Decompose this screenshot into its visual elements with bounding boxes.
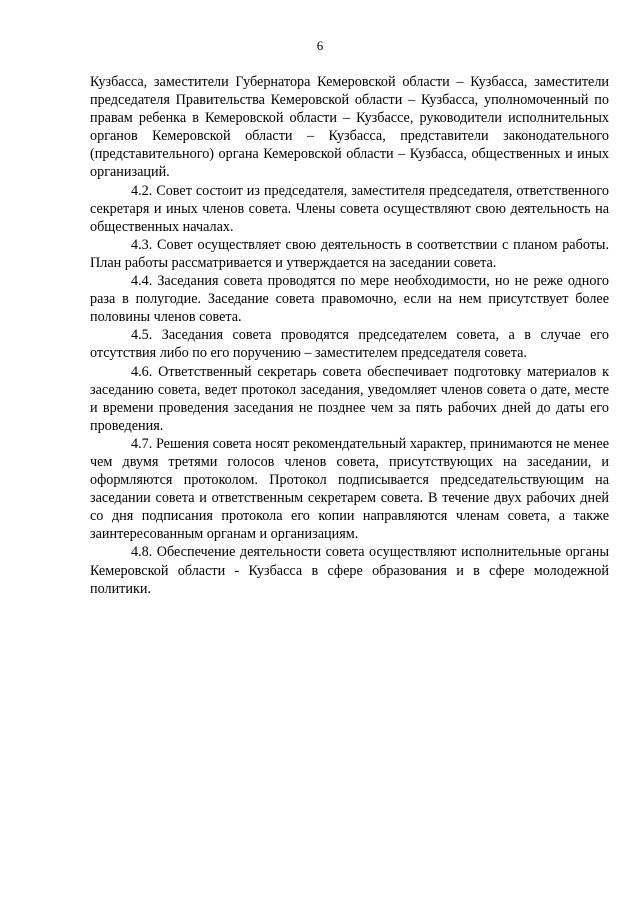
paragraph-4-7: 4.7. Решения совета носят рекомендательный характер, принимаются не менее чем двумя третями голосов членов совета, присутствующих на заседании, и оформляются протоколом. Протокол подписывается председательствующим на заседании совета и ответственным секретарем совета. В течение двух рабочих дней со дня подписания протокола его копии направляются членам совета, а также заинтересованным органам и организациям. (90, 435, 609, 543)
paragraph-4-4: 4.4. Заседания совета проводятся по мере необходимости, но не реже одного раза в полугодие. Заседание совета правомочно, если на нем присутствует более половины членов совета. (90, 273, 609, 326)
paragraph-4-3: 4.3. Совет осуществляет свою деятельность в соответствии с планом работы. План работы рассматривается и утверждается на заседании совета. (90, 236, 609, 271)
paragraph-4-6: 4.6. Ответственный секретарь совета обеспечивает подготовку материалов к заседанию совета, ведет протокол заседания, уведомляет членов совета о дате, месте и времени проведения заседания не позднее чем за пять рабочих дней до даты его проведения. (90, 363, 609, 434)
page-number: 6 (316, 38, 324, 53)
paragraph-4-5: 4.5. Заседания совета проводятся председателем совета, а в случае его отсутствия либо по его поручению – заместителем председателя совета. (90, 327, 609, 362)
document-body (90, 73, 609, 598)
paragraph-continuation: Кузбасса, заместители Губернатора Кемеровской области – Кузбасса, заместители председателя Правительства Кемеровской области – Кузбасса, уполномоченный по правам ребенка в Кемеровской области – Кузбассе, руководители исполнительных органов Кемеровской области – Кузбасса, представители законодательного (представительного) органа Кемеровской области – Кузбасса, общественных и иных организаций. (90, 74, 609, 181)
paragraph-4-2: 4.2. Совет состоит из председателя, заместителя председателя, ответственного секретаря и иных членов совета. Члены совета осуществляют свою деятельность на общественных началах. (90, 182, 609, 235)
paragraph-4-8: 4.8. Обеспечение деятельности совета осуществляют исполнительные органы Кемеровской области - Кузбасса в сфере образования и в сфере молодежной политики. (90, 544, 609, 597)
